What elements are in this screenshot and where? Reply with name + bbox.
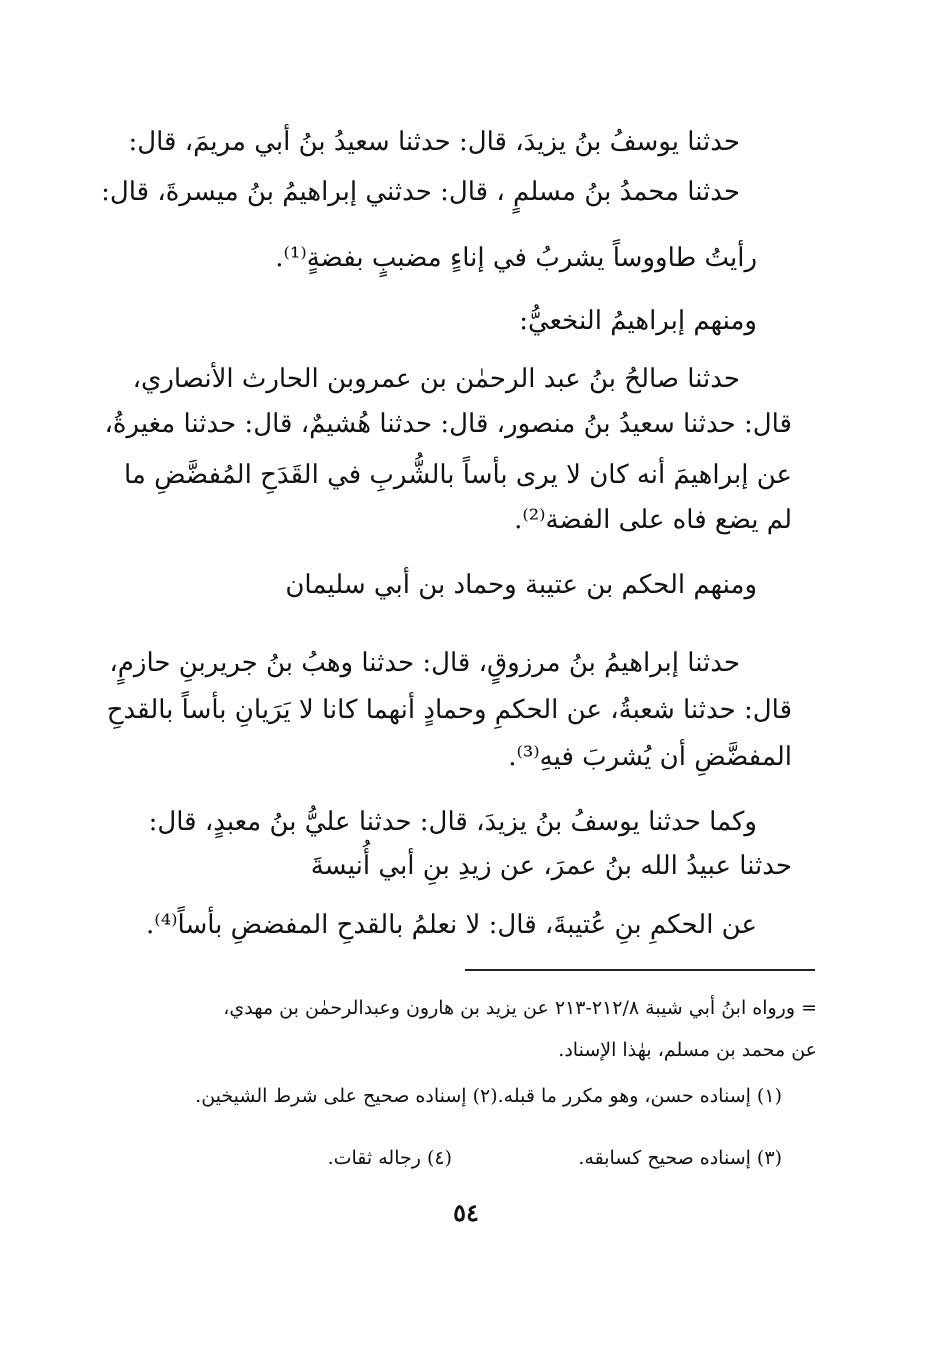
text-line: لم يضع فاه على الفضة⁽²⁾. xyxy=(514,505,792,535)
text-line: قال: حدثنا سعيدُ بنُ منصور، قال: حدثنا هُشيمٌ، قال: حدثنا مغيرةُ، xyxy=(104,409,792,439)
text-line: المفضَّضِ أن يُشربَ فيهِ⁽³⁾. xyxy=(508,742,792,772)
text-line: حدثنا عبيدُ الله بنُ عمرَ، عن زيدِ بنِ أبي أُنيسةَ xyxy=(310,851,792,881)
text-line: حدثنا إبراهيمُ بنُ مرزوقٍ، قال: حدثنا وهبُ بنُ جريربنِ حازمٍ، xyxy=(109,648,740,678)
section-heading: ومنهم الحكم بن عتيبة وحماد بن أبي سليمان xyxy=(285,570,757,600)
text-line: عن الحكمِ بنِ عُتيبةَ، قال: لا نعلمُ بالقدحِ المفضضِ بأساً⁽⁴⁾. xyxy=(146,910,757,940)
text-line: حدثنا يوسفُ بنُ يزيدَ، قال: حدثنا سعيدُ بنُ أبي مريمَ، قال: xyxy=(128,127,740,157)
text-line: حدثنا محمدُ بنُ مسلمٍ ، قال: حدثني إبراهيمُ بنُ ميسرةَ، قال: xyxy=(101,177,740,207)
footnote-continued: عن محمد بن مسلم، بهٰذا الإسناد. xyxy=(558,1039,817,1061)
footnote-continued: = ورواه ابنُ أبي شيبة ٢١٢/٨-٢١٣ عن يزيد بن هارون وعبدالرحمٰن بن مهدي، xyxy=(223,997,817,1019)
text-line: قال: حدثنا شعبةُ، عن الحكمِ وحمادٍ أنهما كانا لا يَرَيانِ بأساً بالقدحِ xyxy=(106,695,792,725)
text-line: رأيتُ طاووساً يشربُ في إناءٍ مضببٍ بفضةٍ⁽¹⁾. xyxy=(275,243,757,273)
text-line: عن إبراهيمَ أنه كان لا يرى بأساً بالشُّربِ في القَدَحِ المُفضَّضِ ما xyxy=(123,460,792,490)
footnote-4: (٤) رجاله ثقات. xyxy=(327,1147,452,1169)
footnote-separator xyxy=(465,969,815,971)
section-heading: ومنهم إبراهيمُ النخعيُّ: xyxy=(519,306,757,336)
text-line: حدثنا صالحُ بنُ عبد الرحمٰن بن عمروبن الحارث الأنصاري، xyxy=(132,364,740,394)
text-line: وكما حدثنا يوسفُ بنُ يزيدَ، قال: حدثنا عليُّ بنُ معبدٍ، قال: xyxy=(148,807,757,837)
footnote-3: (٣) إسناده صحيح كسابقه. xyxy=(578,1147,782,1169)
page-number: ٥٤ xyxy=(453,1198,479,1227)
footnote-1-2: (١) إسناده حسن، وهو مكرر ما قبله.(٢) إسناده صحيح على شرط الشيخين. xyxy=(195,1085,782,1107)
